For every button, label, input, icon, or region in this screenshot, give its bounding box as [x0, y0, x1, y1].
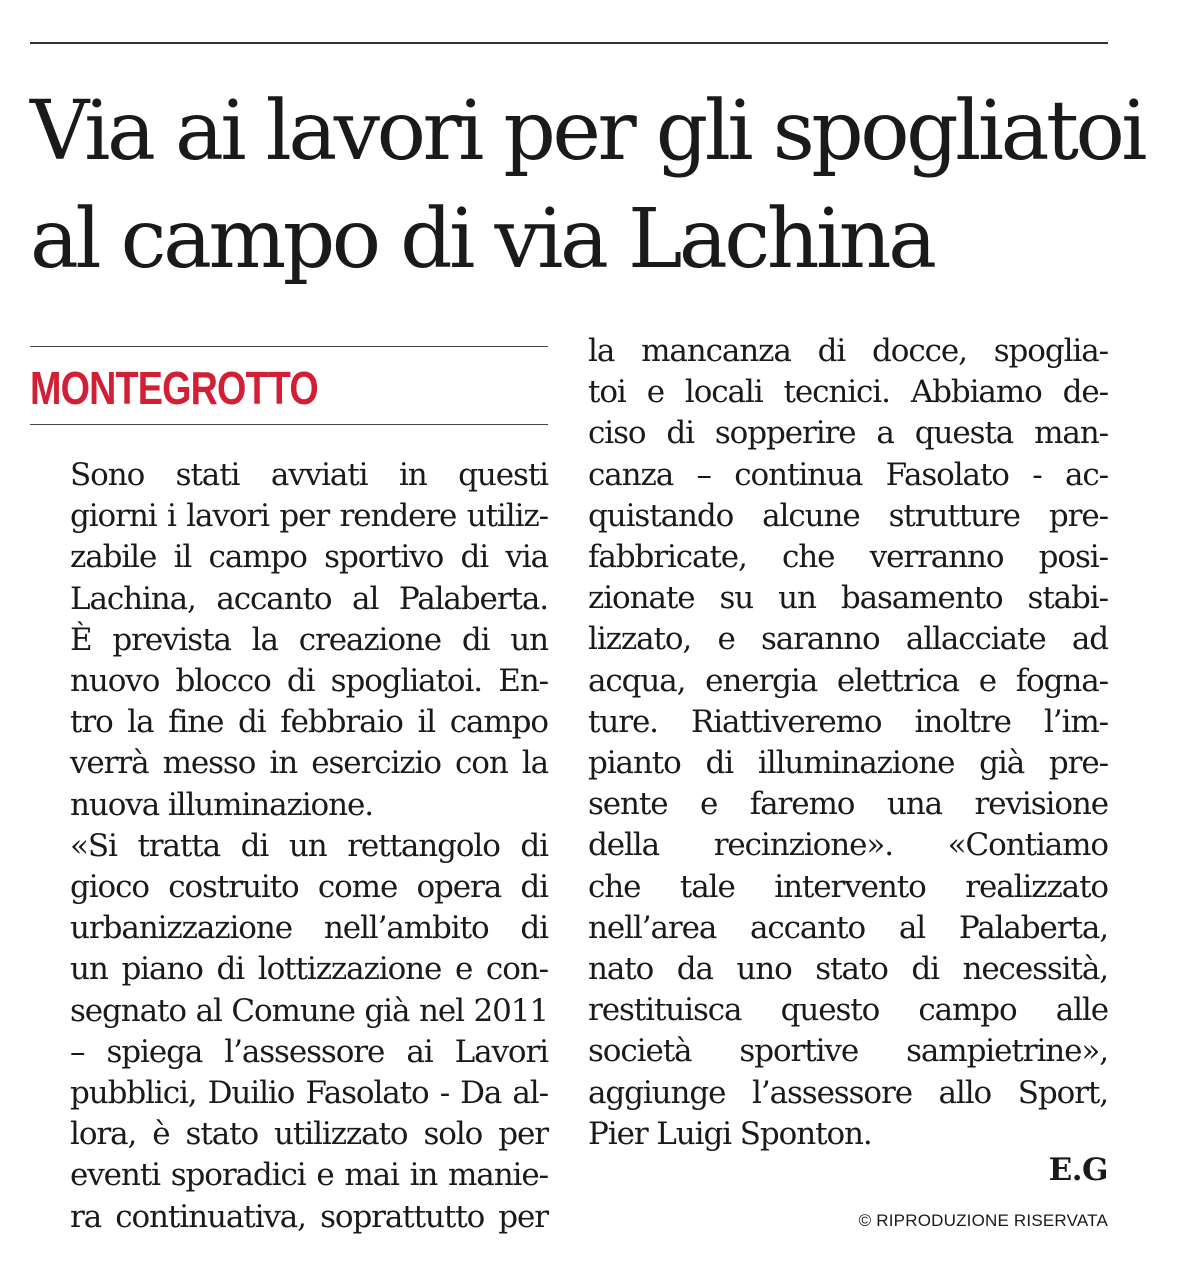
- text-line: aggiunge l’assessore allo Sport,: [588, 1074, 1108, 1111]
- headline-line-2: al campo di via Lachina: [30, 192, 934, 287]
- text-line: Sono stati avviati in questi: [70, 457, 548, 493]
- text-line: – spiega l’assessore ai Lavori: [70, 1033, 548, 1070]
- text-line: zionate su un basamento stabi-: [588, 580, 1108, 617]
- text-line: lora, è stato utilizzato solo per: [70, 1116, 548, 1153]
- text-line: fabbricate, che verranno posi-: [588, 539, 1108, 576]
- right-column: [588, 331, 1108, 1155]
- text-line: ra continuativa, soprattutto per: [70, 1198, 548, 1235]
- headline: [30, 78, 1145, 294]
- text-line: un piano di lottizzazione e con-: [70, 951, 548, 988]
- text-line: sente e faremo una revisione: [588, 786, 1108, 823]
- text-line: toi e locali tecnici. Abbiamo de-: [588, 374, 1108, 411]
- text-line: società sportive sampietrine»,: [588, 1033, 1108, 1070]
- text-line: ciso di sopperire a questa man-: [588, 415, 1108, 452]
- kicker-rule-top: [30, 346, 548, 347]
- text-line: la mancanza di docce, spoglia-: [588, 333, 1108, 369]
- text-line: nell’area accanto al Palaberta,: [588, 909, 1108, 946]
- kicker-location: MONTEGROTTO: [30, 362, 318, 414]
- text-line: segnato al Comune già nel 2011: [70, 992, 548, 1029]
- left-column: [30, 455, 548, 1238]
- text-line: «Si tratta di un rettangolo di: [70, 827, 548, 864]
- text-line: che tale intervento realizzato: [588, 868, 1108, 905]
- text-line: giorni i lavori per rendere utiliz-: [70, 498, 548, 535]
- text-line: nuovo blocco di spogliatoi. En-: [70, 663, 548, 700]
- text-line: tro la fine di febbraio il campo: [70, 704, 548, 741]
- copyright-notice: © RIPRODUZIONE RISERVATA: [858, 1211, 1108, 1230]
- text-line: lizzato, e saranno allacciate ad: [588, 621, 1108, 658]
- text-line: urbanizzazione nell’ambito di: [70, 910, 548, 947]
- text-line: gioco costruito come opera di: [70, 869, 548, 906]
- text-line: È prevista la creazione di un: [70, 621, 548, 658]
- text-line: canza – continua Fasolato - ac-: [588, 456, 1108, 493]
- headline-line-1: Via ai lavori per gli spogliatoi: [30, 84, 1145, 179]
- text-line: eventi sporadici e mai in manie-: [70, 1157, 548, 1194]
- paragraph-1: [30, 455, 548, 826]
- text-line: Pier Luigi Sponton.: [588, 1115, 872, 1152]
- text-line: della recinzione». «Contiamo: [588, 827, 1108, 864]
- paragraph-3: [588, 331, 1108, 1155]
- author-signature: E.G: [1048, 1152, 1108, 1188]
- text-line: zabile il campo sportivo di via: [70, 539, 548, 576]
- text-line: nuova illuminazione.: [70, 786, 373, 823]
- text-line: pianto di illuminazione già pre-: [588, 745, 1108, 782]
- text-line: pubblici, Duilio Fasolato - Da al-: [70, 1075, 548, 1112]
- text-line: nato da uno stato di necessità,: [588, 951, 1108, 988]
- text-line: quistando alcune strutture pre-: [588, 497, 1108, 534]
- kicker-rule-bottom: [30, 424, 548, 425]
- text-line: verrà messo in esercizio con la: [70, 745, 548, 782]
- text-line: restituisca questo campo alle: [588, 992, 1108, 1029]
- text-line: acqua, energia elettrica e fogna-: [588, 662, 1108, 699]
- top-rule: [30, 42, 1108, 44]
- paragraph-2: [30, 826, 548, 1238]
- text-line: ture. Riattiveremo inoltre l’im-: [588, 703, 1108, 740]
- text-line: Lachina, accanto al Palaberta.: [70, 580, 548, 617]
